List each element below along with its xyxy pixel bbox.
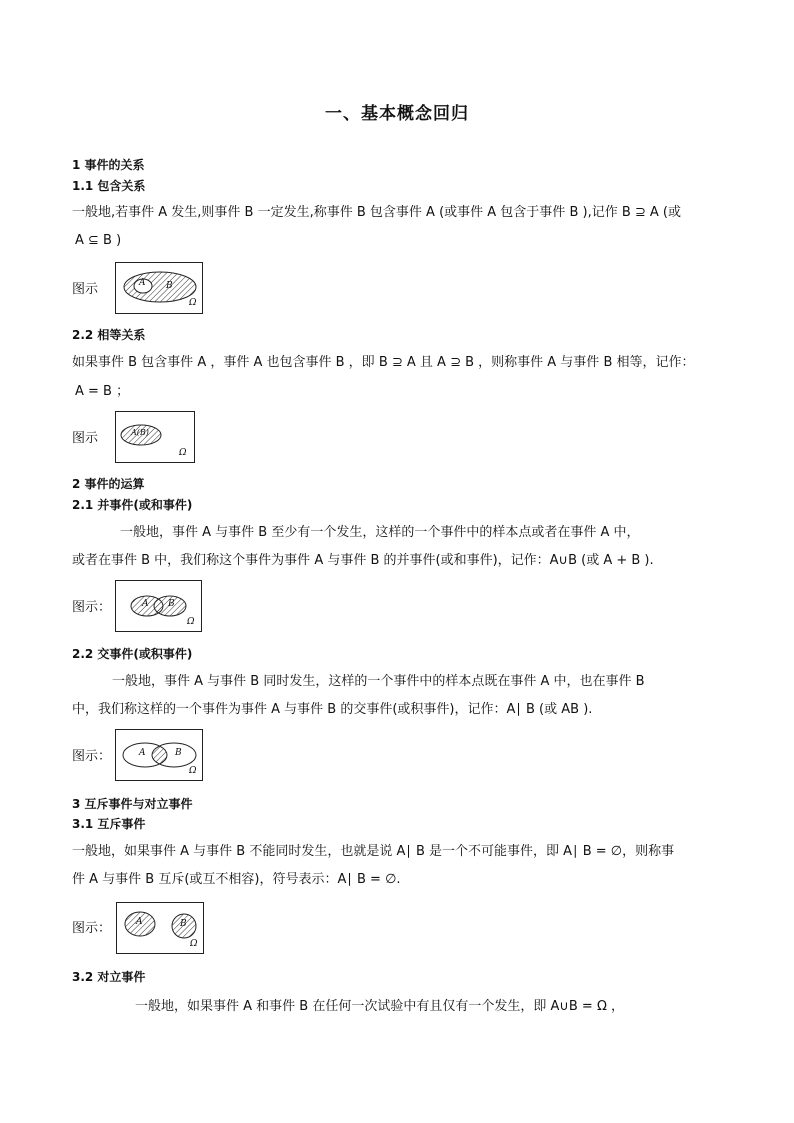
set-b-label: B bbox=[180, 919, 187, 929]
figure-label-2-2a: 图示 bbox=[72, 431, 99, 446]
paragraph-2-2a-line1: 如果事件 B 包含事件 A ，事件 A 也包含事件 B ，即 B ⊇ A 且 A ⊇ B ，则称事件 A 与事件 B 相等，记作： bbox=[72, 355, 695, 370]
universal-set-label: Ω bbox=[189, 766, 197, 776]
figure-label-2-1: 图示： bbox=[72, 600, 112, 615]
set-a-label: A bbox=[136, 917, 143, 927]
set-a-label: A bbox=[139, 748, 146, 758]
paragraph-2-2a-line2: A = B ； bbox=[75, 384, 130, 399]
section-heading-3: 3 互斥事件与对立事件 bbox=[72, 797, 193, 811]
universal-set-label: Ω bbox=[179, 448, 187, 458]
universal-set-label: Ω bbox=[190, 939, 198, 949]
subsection-heading-1-1: 1.1 包含关系 bbox=[72, 179, 146, 193]
page-title: 一、基本概念回归 bbox=[325, 104, 469, 124]
set-a-label: A bbox=[139, 278, 146, 288]
universal-set-label: Ω bbox=[189, 298, 197, 308]
subsection-heading-3-2: 3.2 对立事件 bbox=[72, 970, 146, 984]
venn-diagram-equality bbox=[115, 411, 195, 463]
paragraph-2-2-line2: 中，我们称这样的一个事件为事件 A 与事件 B 的交事件(或积事件)，记作：A∣ B (或 AB ). bbox=[72, 702, 593, 717]
section-heading-1: 1 事件的关系 bbox=[72, 158, 145, 172]
set-b-label: B bbox=[168, 599, 175, 609]
subsection-heading-2-2a: 2.2 相等关系 bbox=[72, 328, 146, 342]
set-ab-label: A(B) bbox=[131, 428, 149, 437]
paragraph-3-1-line1: 一般地，如果事件 A 与事件 B 不能同时发生，也就是说 A∣ B 是一个不可能事件，即 A∣ B = ∅，则称事 bbox=[72, 844, 675, 859]
subsection-heading-3-1: 3.1 互斥事件 bbox=[72, 817, 146, 831]
section-heading-2: 2 事件的运算 bbox=[72, 477, 145, 491]
subsection-heading-2-1: 2.1 并事件(或和事件) bbox=[72, 498, 193, 512]
paragraph-3-2-line1: 一般地，如果事件 A 和事件 B 在任何一次试验中有且仅有一个发生，即 A∪B = Ω ， bbox=[135, 999, 625, 1014]
figure-label-3-1: 图示： bbox=[72, 921, 112, 936]
set-b-label: B bbox=[166, 281, 173, 291]
paragraph-2-1-line2: 或者在事件 B 中，我们称这个事件为事件 A 与事件 B 的并事件(或和事件)，记作：A∪B (或 A + B ). bbox=[72, 553, 654, 568]
figure-label-2-2: 图示： bbox=[72, 749, 112, 764]
paragraph-1-1-line1: 一般地,若事件 A 发生,则事件 B 一定发生,称事件 B 包含事件 A (或事件 A 包含于事件 B ),记作 B ⊇ A (或 bbox=[72, 205, 682, 220]
venn-diagram-intersection bbox=[115, 729, 203, 781]
paragraph-2-2-line1: 一般地，事件 A 与事件 B 同时发生，这样的一个事件中的样本点既在事件 A 中，也在事件 B bbox=[112, 674, 645, 689]
universal-set-label: Ω bbox=[187, 617, 195, 627]
venn-diagram-mutually-exclusive bbox=[116, 902, 204, 954]
subsection-heading-2-2: 2.2 交事件(或积事件) bbox=[72, 647, 193, 661]
paragraph-3-1-line2: 件 A 与事件 B 互斥(或互不相容)，符号表示：A∣ B = ∅. bbox=[72, 872, 401, 887]
set-a-label: A bbox=[142, 599, 149, 609]
paragraph-2-1-line1: 一般地，事件 A 与事件 B 至少有一个发生，这样的一个事件中的样本点或者在事件 A 中， bbox=[120, 525, 640, 540]
venn-diagram-union bbox=[115, 580, 202, 632]
figure-label-1-1: 图示 bbox=[72, 282, 99, 297]
paragraph-1-1-line2: A ⊆ B ) bbox=[75, 233, 122, 248]
set-b-label: B bbox=[175, 748, 182, 758]
venn-diagram-inclusion bbox=[115, 262, 203, 314]
